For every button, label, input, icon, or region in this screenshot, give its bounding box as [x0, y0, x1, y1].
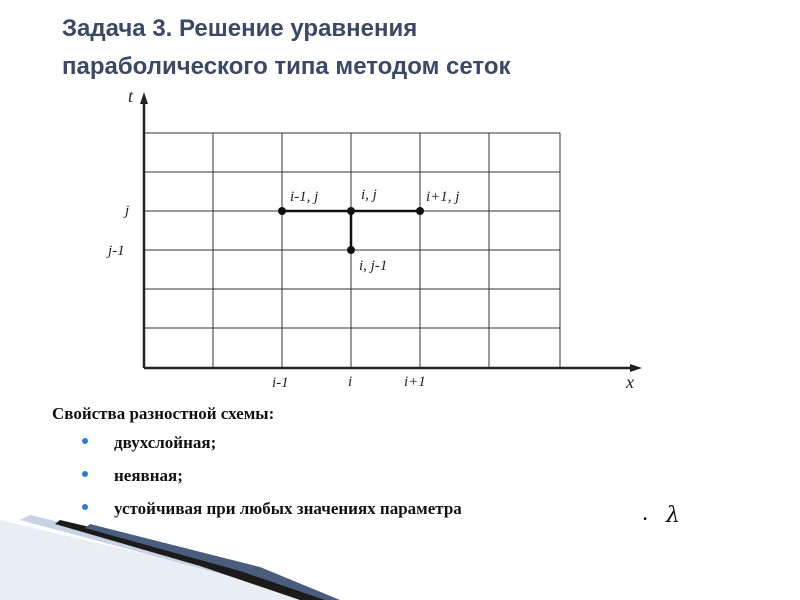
stencil	[282, 211, 420, 250]
t-axis-arrow	[140, 92, 148, 104]
x-axis-arrow	[630, 364, 642, 372]
node-i-minus-1-j	[278, 207, 286, 215]
properties-heading: Свойства разностной схемы:	[52, 404, 275, 423]
node-i-j	[347, 207, 355, 215]
bullet-icon	[82, 438, 88, 444]
bullet-icon	[82, 504, 88, 510]
node-label-i-plus-1-j: i+1, j	[426, 189, 460, 205]
list-item-text: устойчивая при любых значениях параметра	[114, 499, 462, 518]
list-item-text: двухслойная;	[114, 433, 217, 452]
scheme-properties	[52, 402, 462, 525]
list-item	[52, 426, 462, 459]
trailing-period: .	[643, 505, 648, 524]
node-label-i-j-minus-1: i, j-1	[359, 258, 388, 274]
row-label-j: j	[125, 203, 130, 219]
decorative-swoosh	[0, 515, 340, 600]
x-axis-label: x	[626, 372, 634, 392]
node-i-plus-1-j	[416, 207, 424, 215]
row-label-j-minus-1: j-1	[108, 243, 125, 259]
list-item-text: неявная;	[114, 466, 183, 485]
column-label-i: i	[348, 374, 353, 390]
column-label-i-minus-1: i-1	[272, 375, 289, 391]
bullet-icon	[82, 471, 88, 477]
list-item	[52, 459, 462, 492]
node-label-i-j: i, j	[361, 187, 377, 203]
parameter-lambda: λ	[666, 503, 680, 528]
column-label-i-plus-1: i+1	[404, 374, 426, 390]
list-item	[52, 492, 462, 525]
node-label-i-minus-1-j: i-1, j	[290, 189, 319, 205]
properties-list	[52, 426, 462, 525]
slide-title-line-2: параболического типа методом сеток	[62, 53, 511, 80]
t-axis-label: t	[128, 86, 134, 106]
slide-title-line-1: Задача 3. Решение уравнения	[62, 15, 418, 42]
node-i-j-minus-1	[347, 246, 355, 254]
